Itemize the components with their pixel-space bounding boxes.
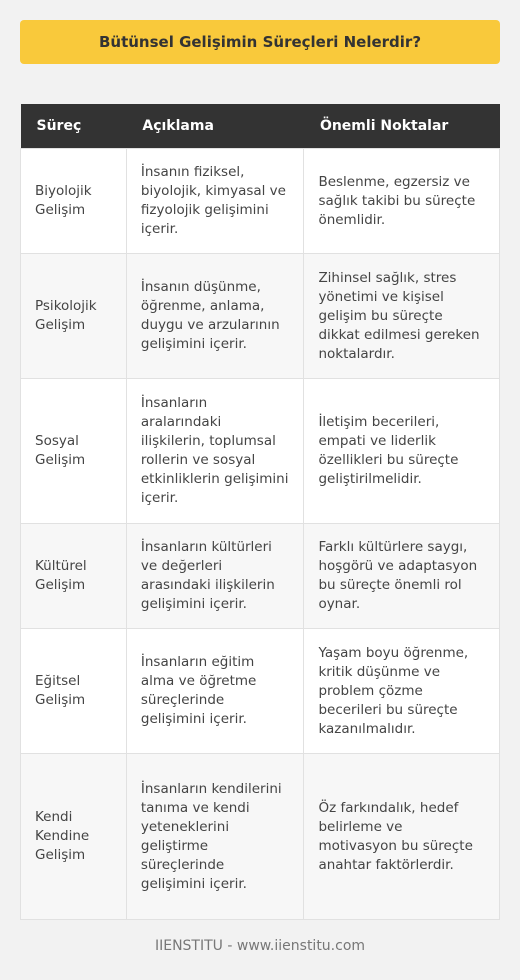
header-notes: Önemli Noktalar — [304, 104, 500, 149]
cell-description: İnsanların kültürleri ve değerleri arasındaki ilişkilerin gelişimini içerir. — [126, 524, 304, 629]
cell-process: Sosyal Gelişim — [21, 379, 127, 524]
page-title: Bütünsel Gelişimin Süreçleri Nelerdir? — [20, 20, 500, 64]
table-row — [21, 629, 500, 754]
cell-process: Kültürel Gelişim — [21, 524, 127, 629]
cell-process: Biyolojik Gelişim — [21, 149, 127, 254]
cell-process: Psikolojik Gelişim — [21, 254, 127, 379]
cell-notes: İletişim becerileri, empati ve liderlik özellikleri bu süreçte geliştirilmelidir. — [304, 379, 500, 524]
table-row — [21, 254, 500, 379]
cell-description: İnsanın düşünme, öğrenme, anlama, duygu ve arzularının gelişimini içerir. — [126, 254, 304, 379]
header-process: Süreç — [21, 104, 127, 149]
cell-description: İnsanların aralarındaki ilişkilerin, toplumsal rollerin ve sosyal etkinliklerin gelişimini içerir. — [126, 379, 304, 524]
table-row — [21, 524, 500, 629]
header-description: Açıklama — [126, 104, 304, 149]
table-row — [21, 149, 500, 254]
table-row — [21, 379, 500, 524]
process-table — [20, 104, 500, 920]
cell-description: İnsanların kendilerini tanıma ve kendi yeteneklerini geliştirme süreçlerinde gelişimini içerir. — [126, 754, 304, 920]
table-header-row — [21, 104, 500, 149]
cell-process: Eğitsel Gelişim — [21, 629, 127, 754]
cell-notes: Beslenme, egzersiz ve sağlık takibi bu süreçte önemlidir. — [304, 149, 500, 254]
footer-credit: IIENSTITU - www.iienstitu.com — [154, 938, 366, 954]
cell-notes: Öz farkındalık, hedef belirleme ve motivasyon bu süreçte anahtar faktörlerdir. — [304, 754, 500, 920]
cell-notes: Yaşam boyu öğrenme, kritik düşünme ve problem çözme becerileri bu süreçte kazanılmalıdır. — [304, 629, 500, 754]
cell-notes: Zihinsel sağlık, stres yönetimi ve kişisel gelişim bu süreçte dikkat edilmesi gereken noktalardır. — [304, 254, 500, 379]
cell-description: İnsanların eğitim alma ve öğretme süreçlerinde gelişimini içerir. — [126, 629, 304, 754]
cell-description: İnsanın fiziksel, biyolojik, kimyasal ve fizyolojik gelişimini içerir. — [126, 149, 304, 254]
cell-notes: Farklı kültürlere saygı, hoşgörü ve adaptasyon bu süreçte önemli rol oynar. — [304, 524, 500, 629]
table-row — [21, 754, 500, 920]
cell-process: Kendi Kendine Gelişim — [21, 754, 127, 920]
